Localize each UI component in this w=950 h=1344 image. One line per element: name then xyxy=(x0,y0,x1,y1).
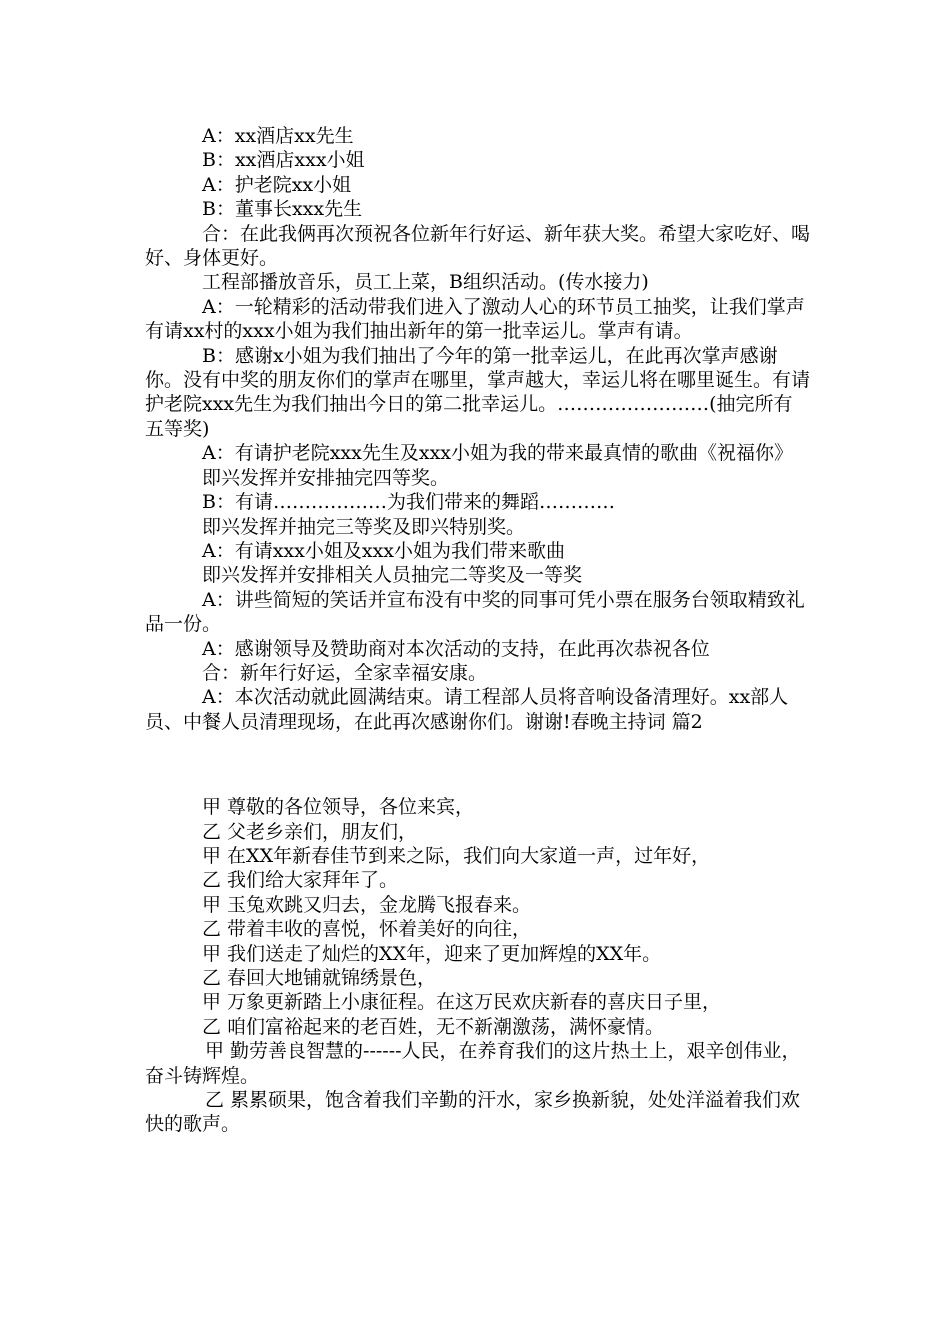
paragraph: A：护老院xx小姐 xyxy=(202,173,352,196)
paragraph: A：有请xxx小姐及xxx小姐为我们带来歌曲 xyxy=(202,539,566,562)
paragraph: 甲 勤劳善良智慧的------人民，在养育我们的这片热土上，艰辛创伟业，奋斗铸辉煌。 xyxy=(145,1040,801,1087)
paragraph: 甲 我们送走了灿烂的XX年，迎来了更加辉煌的XX年。 xyxy=(202,942,662,965)
section-gap xyxy=(145,734,810,795)
paragraph: 乙 带着丰收的喜悦，怀着美好的向往， xyxy=(202,918,532,941)
paragraph: B：xx酒店xxx小姐 xyxy=(202,149,365,172)
paragraph: A：讲些简短的笑话并宣布没有中奖的同事可凭小票在服务台领取精致礼品一份。 xyxy=(145,588,805,636)
paragraph: 甲 在XX年新春佳节到来之际，我们向大家道一声，过年好， xyxy=(202,844,711,867)
paragraph: 合：新年行好运，全家幸福安康。 xyxy=(202,661,488,684)
paragraph: 即兴发挥并抽完三等奖及即兴特别奖。 xyxy=(202,515,526,538)
paragraph: 合：在此我俩再次预祝各位新年行好运、新年获大奖。希望大家吃好、喝好、身体更好。 xyxy=(145,222,811,270)
paragraph: 乙 咱们富裕起来的老百姓，无不新潮激荡，满怀豪情。 xyxy=(202,1015,665,1038)
paragraph: 工程部播放音乐，员工上菜，B组织活动。(传水接力) xyxy=(202,271,649,294)
paragraph: 乙 春回大地铺就锦绣景色， xyxy=(202,967,437,989)
paragraph: A：xx酒店xx先生 xyxy=(202,125,354,147)
paragraph: B：感谢x小姐为我们抽出了今年的第一批幸运儿，在此再次掌声感谢你。没有中奖的朋友你们的掌声在哪里，掌声越大，幸运儿将在哪里诞生。有请护老院xxx先生为我们抽出今日的第二批幸运儿。……………………(抽完所有五等奖) xyxy=(145,344,811,440)
paragraph: B：有请………………为我们带来的舞蹈………… xyxy=(202,491,615,514)
paragraph: B：董事长xxx先生 xyxy=(202,198,363,221)
paragraph: 甲 万象更新踏上小康征程。在这万民欢庆新春的喜庆日子里， xyxy=(202,991,722,1014)
paragraph: 甲 尊敬的各位领导，各位来宾， xyxy=(202,796,475,819)
paragraph: A：一轮精彩的活动带我们进入了激动人心的环节员工抽奖，让我们掌声有请xx村的xxx小姐为我们抽出新年的第一批幸运儿。掌声有请。 xyxy=(145,295,805,343)
paragraph: 乙 我们给大家拜年了。 xyxy=(202,869,399,892)
document-body xyxy=(145,124,810,1137)
paragraph: A：感谢领导及赞助商对本次活动的支持，在此再次恭祝各位 xyxy=(202,637,710,660)
paragraph: 乙 累累硕果，饱含着我们辛勤的汗水，家乡换新貌，处处洋溢着我们欢快的歌声。 xyxy=(145,1089,801,1136)
paragraph: A：本次活动就此圆满结束。请工程部人员将音响设备清理好。xx部人员、中餐人员清理现场，在此再次感谢你们。谢谢!春晚主持词 篇2 xyxy=(145,686,789,733)
paragraph: 即兴发挥并安排相关人员抽完二等奖及一等奖 xyxy=(202,564,583,587)
paragraph: 即兴发挥并安排抽完四等奖。 xyxy=(202,466,450,489)
paragraph: A：有请护老院xxx先生及xxx小姐为我的带来最真情的歌曲《祝福你》 xyxy=(202,442,794,465)
paragraph: 乙 父老乡亲们，朋友们， xyxy=(202,820,418,843)
paragraph: 甲 玉兔欢跳又归去，金龙腾飞报春来。 xyxy=(202,893,532,916)
